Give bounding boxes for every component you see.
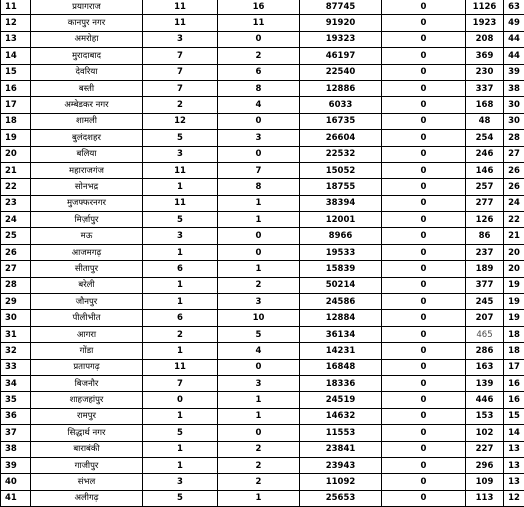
count-b-cell: 0 — [218, 244, 300, 260]
serial-number-cell: 39 — [1, 457, 31, 473]
count-b-cell: 0 — [218, 113, 300, 129]
table-row — [1, 457, 524, 473]
total-count-cell: 26604 — [300, 130, 382, 146]
serial-number-cell: 16 — [1, 80, 31, 96]
district-name-cell: बुलंदशहर — [31, 130, 143, 146]
count-e-cell: 277 — [466, 195, 504, 211]
count-a-cell: 12 — [143, 113, 218, 129]
district-name-cell: जौनपुर — [31, 294, 143, 310]
district-name-cell: महाराजगंज — [31, 162, 143, 178]
total-count-cell: 19533 — [300, 244, 382, 260]
district-name-cell: सीतापुर — [31, 261, 143, 277]
zero-count-cell: 0 — [382, 80, 466, 96]
count-e-cell: 1126 — [466, 0, 504, 15]
count-a-cell: 2 — [143, 97, 218, 113]
serial-number-cell: 33 — [1, 359, 31, 375]
zero-count-cell: 0 — [382, 31, 466, 47]
count-a-cell: 1 — [143, 294, 218, 310]
district-name-cell: संभल — [31, 474, 143, 490]
table-row — [1, 375, 524, 391]
district-name-cell: बिजनौर — [31, 375, 143, 391]
count-f-cell: 17 — [504, 359, 524, 375]
count-e-cell: 146 — [466, 162, 504, 178]
count-b-cell: 0 — [218, 228, 300, 244]
count-a-cell: 7 — [143, 375, 218, 391]
table-row — [1, 392, 524, 408]
table-row — [1, 359, 524, 375]
zero-count-cell: 0 — [382, 326, 466, 342]
count-e-cell: 189 — [466, 261, 504, 277]
zero-count-cell: 0 — [382, 0, 466, 15]
count-e-cell: 113 — [466, 490, 504, 506]
serial-number-cell: 38 — [1, 441, 31, 457]
count-e-cell: 86 — [466, 228, 504, 244]
serial-number-cell: 34 — [1, 375, 31, 391]
serial-number-cell: 41 — [1, 490, 31, 506]
count-f-cell: 39 — [504, 64, 524, 80]
serial-number-cell: 17 — [1, 97, 31, 113]
table-row — [1, 261, 524, 277]
zero-count-cell: 0 — [382, 244, 466, 260]
table-row — [1, 277, 524, 293]
count-b-cell: 2 — [218, 474, 300, 490]
zero-count-cell: 0 — [382, 228, 466, 244]
count-e-cell: 227 — [466, 441, 504, 457]
table-row — [1, 80, 524, 96]
count-f-cell: 24 — [504, 195, 524, 211]
zero-count-cell: 0 — [382, 261, 466, 277]
count-a-cell: 11 — [143, 162, 218, 178]
count-f-cell: 44 — [504, 31, 524, 47]
count-b-cell: 3 — [218, 375, 300, 391]
count-e-cell: 153 — [466, 408, 504, 424]
count-e-cell: 102 — [466, 425, 504, 441]
table-row — [1, 130, 524, 146]
zero-count-cell: 0 — [382, 277, 466, 293]
count-a-cell: 1 — [143, 244, 218, 260]
count-b-cell: 4 — [218, 343, 300, 359]
total-count-cell: 18336 — [300, 375, 382, 391]
count-e-cell: 245 — [466, 294, 504, 310]
count-a-cell: 1 — [143, 277, 218, 293]
count-e-cell: 257 — [466, 179, 504, 195]
count-b-cell: 6 — [218, 64, 300, 80]
total-count-cell: 36134 — [300, 326, 382, 342]
count-b-cell: 1 — [218, 212, 300, 228]
count-b-cell: 0 — [218, 425, 300, 441]
total-count-cell: 87745 — [300, 0, 382, 15]
count-f-cell: 18 — [504, 343, 524, 359]
count-a-cell: 0 — [143, 392, 218, 408]
count-f-cell: 20 — [504, 244, 524, 260]
count-a-cell: 1 — [143, 343, 218, 359]
total-count-cell: 6033 — [300, 97, 382, 113]
district-name-cell: अलीगढ़ — [31, 490, 143, 506]
total-count-cell: 16848 — [300, 359, 382, 375]
table-row — [1, 146, 524, 162]
table-row — [1, 441, 524, 457]
serial-number-cell: 12 — [1, 15, 31, 31]
count-a-cell: 7 — [143, 80, 218, 96]
district-name-cell: शामली — [31, 113, 143, 129]
count-f-cell: 38 — [504, 80, 524, 96]
count-e-cell: 246 — [466, 146, 504, 162]
table-row — [1, 97, 524, 113]
table-row — [1, 474, 524, 490]
count-b-cell: 2 — [218, 48, 300, 64]
table-row — [1, 326, 524, 342]
count-f-cell: 26 — [504, 179, 524, 195]
district-name-cell: सोनभद्र — [31, 179, 143, 195]
district-name-cell: रामपुर — [31, 408, 143, 424]
count-f-cell: 12 — [504, 490, 524, 506]
count-e-cell: 48 — [466, 113, 504, 129]
count-f-cell: 30 — [504, 113, 524, 129]
count-f-cell: 19 — [504, 310, 524, 326]
serial-number-cell: 28 — [1, 277, 31, 293]
district-name-cell: पीलीभीत — [31, 310, 143, 326]
count-b-cell: 0 — [218, 31, 300, 47]
count-a-cell: 7 — [143, 48, 218, 64]
total-count-cell: 12001 — [300, 212, 382, 228]
count-b-cell: 1 — [218, 261, 300, 277]
count-f-cell: 20 — [504, 261, 524, 277]
count-f-cell: 16 — [504, 392, 524, 408]
serial-number-cell: 11 — [1, 0, 31, 15]
district-name-cell: प्रयागराज — [31, 0, 143, 15]
zero-count-cell: 0 — [382, 146, 466, 162]
count-b-cell: 1 — [218, 195, 300, 211]
serial-number-cell: 29 — [1, 294, 31, 310]
total-count-cell: 15839 — [300, 261, 382, 277]
serial-number-cell: 14 — [1, 48, 31, 64]
zero-count-cell: 0 — [382, 490, 466, 506]
table-row — [1, 343, 524, 359]
total-count-cell: 38394 — [300, 195, 382, 211]
total-count-cell: 24519 — [300, 392, 382, 408]
serial-number-cell: 23 — [1, 195, 31, 211]
table-row — [1, 212, 524, 228]
count-e-cell: 230 — [466, 64, 504, 80]
total-count-cell: 24586 — [300, 294, 382, 310]
zero-count-cell: 0 — [382, 425, 466, 441]
count-b-cell: 11 — [218, 15, 300, 31]
table-row — [1, 408, 524, 424]
serial-number-cell: 30 — [1, 310, 31, 326]
serial-number-cell: 15 — [1, 64, 31, 80]
count-b-cell: 2 — [218, 277, 300, 293]
count-a-cell: 5 — [143, 490, 218, 506]
district-name-cell: मुरादाबाद — [31, 48, 143, 64]
count-f-cell: 19 — [504, 277, 524, 293]
district-name-cell: आजमगढ़ — [31, 244, 143, 260]
count-f-cell: 21 — [504, 228, 524, 244]
zero-count-cell: 0 — [382, 113, 466, 129]
count-f-cell: 27 — [504, 146, 524, 162]
count-f-cell: 18 — [504, 326, 524, 342]
count-a-cell: 6 — [143, 261, 218, 277]
total-count-cell: 15052 — [300, 162, 382, 178]
count-b-cell: 16 — [218, 0, 300, 15]
count-f-cell: 13 — [504, 457, 524, 473]
district-name-cell: आगरा — [31, 326, 143, 342]
serial-number-cell: 27 — [1, 261, 31, 277]
table-row — [1, 310, 524, 326]
count-f-cell: 15 — [504, 408, 524, 424]
district-name-cell: बरेली — [31, 277, 143, 293]
count-a-cell: 11 — [143, 359, 218, 375]
count-f-cell: 19 — [504, 294, 524, 310]
total-count-cell: 11553 — [300, 425, 382, 441]
count-b-cell: 2 — [218, 441, 300, 457]
count-e-cell: 377 — [466, 277, 504, 293]
count-e-cell: 163 — [466, 359, 504, 375]
table-body — [1, 0, 524, 507]
zero-count-cell: 0 — [382, 408, 466, 424]
serial-number-cell: 40 — [1, 474, 31, 490]
count-e-cell: 208 — [466, 31, 504, 47]
count-f-cell: 49 — [504, 15, 524, 31]
table-row — [1, 179, 524, 195]
serial-number-cell: 13 — [1, 31, 31, 47]
count-a-cell: 11 — [143, 15, 218, 31]
serial-number-cell: 26 — [1, 244, 31, 260]
zero-count-cell: 0 — [382, 162, 466, 178]
zero-count-cell: 0 — [382, 343, 466, 359]
zero-count-cell: 0 — [382, 195, 466, 211]
count-f-cell: 13 — [504, 474, 524, 490]
count-b-cell: 3 — [218, 130, 300, 146]
count-a-cell: 3 — [143, 146, 218, 162]
count-b-cell: 4 — [218, 97, 300, 113]
district-name-cell: गोंडा — [31, 343, 143, 359]
district-name-cell: गाजीपुर — [31, 457, 143, 473]
district-name-cell: कानपुर नगर — [31, 15, 143, 31]
count-a-cell: 1 — [143, 457, 218, 473]
table-row — [1, 425, 524, 441]
district-name-cell: अमरोहा — [31, 31, 143, 47]
zero-count-cell: 0 — [382, 392, 466, 408]
zero-count-cell: 0 — [382, 64, 466, 80]
count-a-cell: 3 — [143, 474, 218, 490]
table-row — [1, 195, 524, 211]
table-row — [1, 48, 524, 64]
count-a-cell: 5 — [143, 130, 218, 146]
count-b-cell: 2 — [218, 457, 300, 473]
count-e-cell: 446 — [466, 392, 504, 408]
count-e-cell: 254 — [466, 130, 504, 146]
table-row — [1, 113, 524, 129]
serial-number-cell: 36 — [1, 408, 31, 424]
total-count-cell: 22540 — [300, 64, 382, 80]
serial-number-cell: 19 — [1, 130, 31, 146]
count-e-cell: 1923 — [466, 15, 504, 31]
count-f-cell: 14 — [504, 425, 524, 441]
district-name-cell: सिद्धार्थ नगर — [31, 425, 143, 441]
serial-number-cell: 32 — [1, 343, 31, 359]
count-a-cell: 1 — [143, 179, 218, 195]
zero-count-cell: 0 — [382, 15, 466, 31]
count-f-cell: 26 — [504, 162, 524, 178]
total-count-cell: 91920 — [300, 15, 382, 31]
count-a-cell: 3 — [143, 228, 218, 244]
count-b-cell: 7 — [218, 162, 300, 178]
count-e-cell: 237 — [466, 244, 504, 260]
total-count-cell: 22532 — [300, 146, 382, 162]
total-count-cell: 50214 — [300, 277, 382, 293]
table-row — [1, 162, 524, 178]
count-f-cell: 30 — [504, 97, 524, 113]
table-row — [1, 244, 524, 260]
count-f-cell: 13 — [504, 441, 524, 457]
district-name-cell: बस्ती — [31, 80, 143, 96]
count-a-cell: 5 — [143, 425, 218, 441]
serial-number-cell: 21 — [1, 162, 31, 178]
total-count-cell: 46197 — [300, 48, 382, 64]
count-a-cell: 1 — [143, 441, 218, 457]
total-count-cell: 14632 — [300, 408, 382, 424]
zero-count-cell: 0 — [382, 294, 466, 310]
count-a-cell: 6 — [143, 310, 218, 326]
count-e-cell: 296 — [466, 457, 504, 473]
total-count-cell: 12884 — [300, 310, 382, 326]
count-b-cell: 0 — [218, 146, 300, 162]
count-b-cell: 8 — [218, 179, 300, 195]
serial-number-cell: 31 — [1, 326, 31, 342]
count-f-cell: 22 — [504, 212, 524, 228]
count-b-cell: 8 — [218, 80, 300, 96]
count-f-cell: 28 — [504, 130, 524, 146]
district-name-cell: मिर्ज़ापुर — [31, 212, 143, 228]
zero-count-cell: 0 — [382, 97, 466, 113]
count-a-cell: 1 — [143, 408, 218, 424]
zero-count-cell: 0 — [382, 441, 466, 457]
total-count-cell: 19323 — [300, 31, 382, 47]
serial-number-cell: 20 — [1, 146, 31, 162]
zero-count-cell: 0 — [382, 130, 466, 146]
zero-count-cell: 0 — [382, 212, 466, 228]
serial-number-cell: 25 — [1, 228, 31, 244]
table-row — [1, 15, 524, 31]
serial-number-cell: 18 — [1, 113, 31, 129]
count-e-cell: 337 — [466, 80, 504, 96]
count-a-cell: 3 — [143, 31, 218, 47]
count-b-cell: 1 — [218, 408, 300, 424]
table-row — [1, 228, 524, 244]
serial-number-cell: 24 — [1, 212, 31, 228]
total-count-cell: 16735 — [300, 113, 382, 129]
district-name-cell: बलिया — [31, 146, 143, 162]
total-count-cell: 11092 — [300, 474, 382, 490]
district-name-cell: अम्बेडकर नगर — [31, 97, 143, 113]
total-count-cell: 14231 — [300, 343, 382, 359]
total-count-cell: 23943 — [300, 457, 382, 473]
table-row — [1, 294, 524, 310]
count-e-cell: 369 — [466, 48, 504, 64]
count-a-cell: 7 — [143, 64, 218, 80]
count-e-cell: 207 — [466, 310, 504, 326]
serial-number-cell: 35 — [1, 392, 31, 408]
serial-number-cell: 37 — [1, 425, 31, 441]
total-count-cell: 25653 — [300, 490, 382, 506]
district-name-cell: प्रतापगढ़ — [31, 359, 143, 375]
count-e-cell: 126 — [466, 212, 504, 228]
count-a-cell: 5 — [143, 212, 218, 228]
zero-count-cell: 0 — [382, 457, 466, 473]
count-e-cell: 109 — [466, 474, 504, 490]
zero-count-cell: 0 — [382, 375, 466, 391]
count-a-cell: 11 — [143, 195, 218, 211]
table-row — [1, 31, 524, 47]
total-count-cell: 23841 — [300, 441, 382, 457]
table-row — [1, 490, 524, 506]
count-e-cell: 139 — [466, 375, 504, 391]
district-name-cell: बाराबंकी — [31, 441, 143, 457]
count-b-cell: 3 — [218, 294, 300, 310]
count-a-cell: 2 — [143, 326, 218, 342]
count-b-cell: 1 — [218, 392, 300, 408]
zero-count-cell: 0 — [382, 179, 466, 195]
district-name-cell: देवरिया — [31, 64, 143, 80]
count-b-cell: 1 — [218, 490, 300, 506]
district-name-cell: मऊ — [31, 228, 143, 244]
count-f-cell: 44 — [504, 48, 524, 64]
count-a-cell: 11 — [143, 0, 218, 15]
zero-count-cell: 0 — [382, 48, 466, 64]
district-name-cell: मुजफ्फरनगर — [31, 195, 143, 211]
total-count-cell: 8966 — [300, 228, 382, 244]
count-b-cell: 5 — [218, 326, 300, 342]
count-b-cell: 10 — [218, 310, 300, 326]
zero-count-cell: 0 — [382, 310, 466, 326]
total-count-cell: 12886 — [300, 80, 382, 96]
zero-count-cell: 0 — [382, 359, 466, 375]
total-count-cell: 18755 — [300, 179, 382, 195]
district-name-cell: शाहजहांपुर — [31, 392, 143, 408]
count-e-cell: 286 — [466, 343, 504, 359]
count-e-cell: 465 — [466, 326, 504, 342]
table-row — [1, 0, 524, 15]
serial-number-cell: 22 — [1, 179, 31, 195]
count-f-cell: 16 — [504, 375, 524, 391]
count-b-cell: 0 — [218, 359, 300, 375]
count-e-cell: 168 — [466, 97, 504, 113]
table-row — [1, 64, 524, 80]
zero-count-cell: 0 — [382, 474, 466, 490]
count-f-cell: 63 — [504, 0, 524, 15]
